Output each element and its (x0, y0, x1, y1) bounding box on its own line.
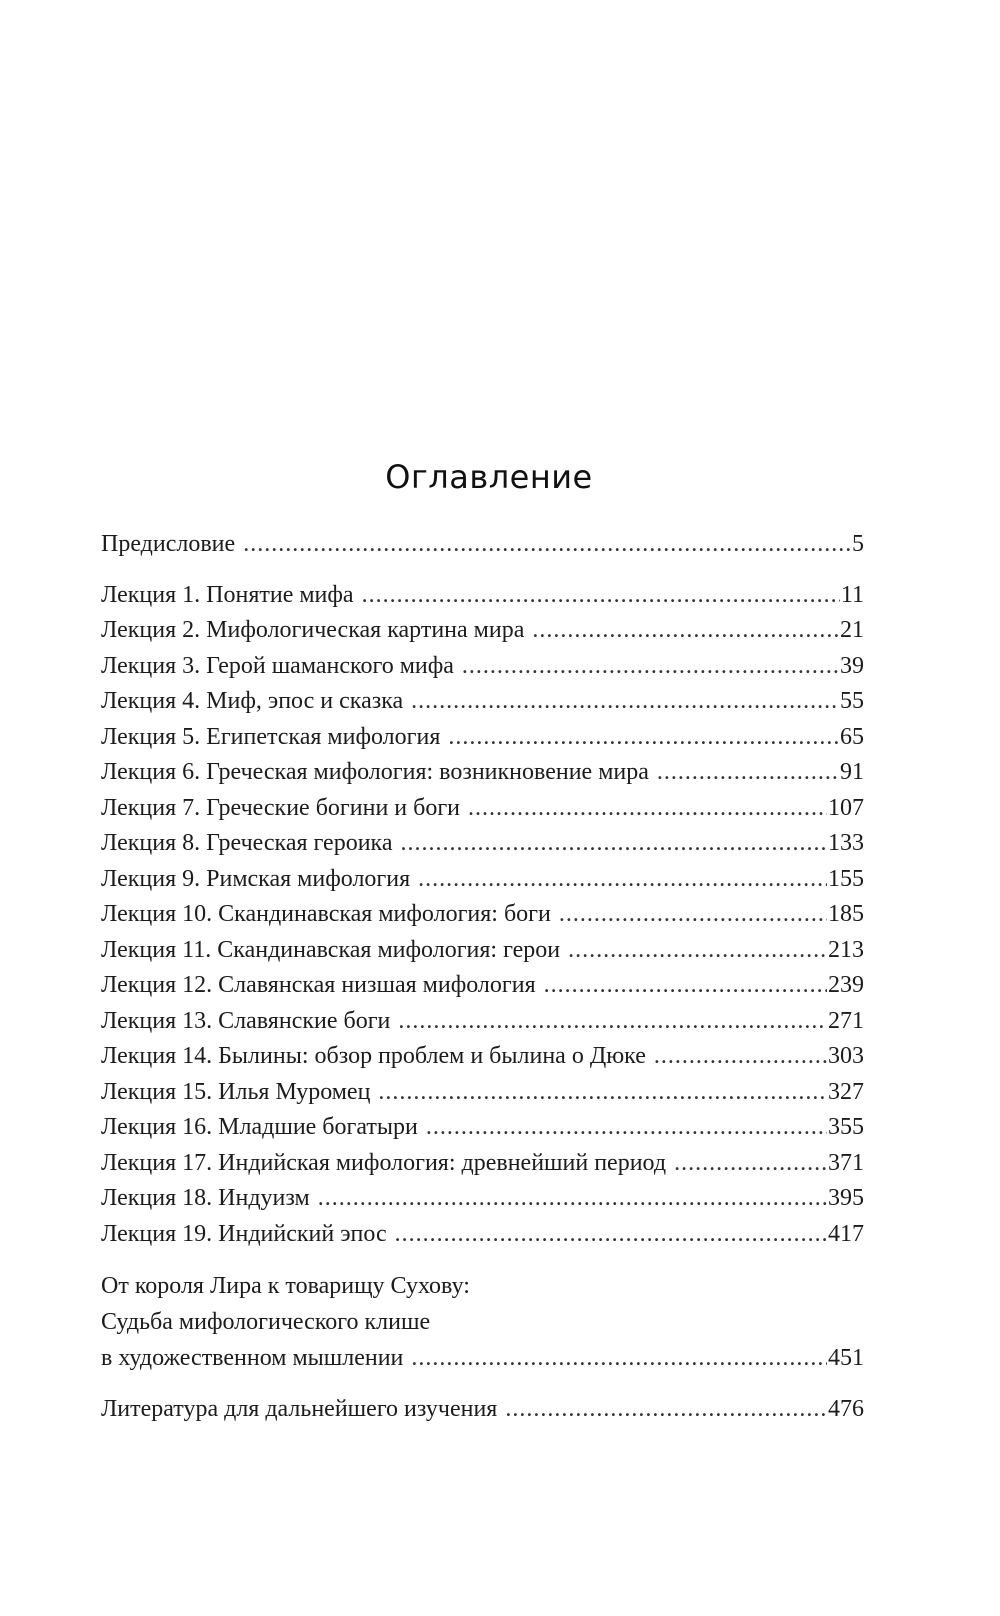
table-of-contents (101, 527, 864, 1428)
dot-leader (398, 1004, 827, 1040)
dot-leader (426, 1110, 827, 1146)
dot-leader (318, 1181, 827, 1217)
lecture-list (101, 578, 864, 1253)
toc-entry-lecture-8[interactable] (101, 826, 864, 862)
toc-entry-literature[interactable] (101, 1392, 864, 1428)
toc-entry-page: 65 (840, 723, 864, 750)
toc-entry-essay[interactable] (101, 1268, 864, 1376)
dot-leader (532, 613, 839, 649)
dot-leader (468, 791, 827, 827)
toc-entry-lecture-18[interactable] (101, 1181, 864, 1217)
toc-entry-label: Лекция 16. Младшие богатыри (101, 1114, 418, 1140)
toc-entry-label: Лекция 14. Былины: обзор проблем и былина о Дюке (101, 1043, 646, 1069)
toc-entry-page: 133 (828, 830, 864, 856)
spacer (101, 1252, 864, 1268)
toc-entry-label: Лекция 10. Скандинавская мифология: боги (101, 901, 551, 927)
toc-entry-lecture-7[interactable] (101, 791, 864, 827)
toc-entry-label-line: От короля Лира к товарищу Сухову: (101, 1273, 470, 1299)
toc-entry-page: 417 (828, 1220, 864, 1247)
toc-entry-lecture-10[interactable] (101, 897, 864, 933)
toc-entry-page: 327 (828, 1078, 864, 1105)
toc-entry-lecture-14[interactable] (101, 1039, 864, 1075)
toc-entry-page: 239 (828, 972, 864, 998)
toc-entry-lecture-3[interactable] (101, 649, 864, 685)
toc-entry-label: Предисловие (101, 531, 236, 557)
toc-entry-label: Лекция 9. Римская мифология (101, 865, 411, 892)
toc-entry-label: Лекция 17. Индийская мифология: древнейший период (101, 1149, 667, 1176)
dot-leader (448, 720, 839, 756)
toc-entry-label: Лекция 7. Греческие богини и боги (101, 794, 461, 821)
dot-leader (401, 826, 827, 862)
dot-leader (378, 1075, 827, 1111)
toc-entry-lecture-13[interactable] (101, 1004, 864, 1040)
toc-entry-label: Лекция 13. Славянские боги (101, 1007, 391, 1034)
toc-entry-page: 185 (828, 901, 864, 927)
toc-entry-page: 476 (828, 1396, 864, 1422)
toc-entry-page: 451 (828, 1345, 864, 1371)
toc-entry-lecture-9[interactable] (101, 862, 864, 898)
toc-entry-page: 271 (828, 1007, 864, 1034)
toc-entry-label: Лекция 19. Индийский эпос (101, 1220, 387, 1247)
toc-entry-lecture-12[interactable] (101, 968, 864, 1004)
toc-entry-page: 155 (828, 865, 864, 892)
toc-entry-lecture-19[interactable] (101, 1217, 864, 1253)
toc-entry-page: 107 (828, 794, 864, 821)
page-title: Оглавление (385, 458, 593, 496)
toc-entry-label: Лекция 4. Миф, эпос и сказка (101, 688, 404, 714)
toc-entry-preface[interactable] (101, 527, 864, 563)
toc-entry-label: Лекция 18. Индуизм (101, 1185, 310, 1211)
toc-entry-page: 371 (828, 1149, 864, 1176)
toc-entry-page: 91 (840, 759, 864, 785)
dot-leader (362, 578, 840, 614)
toc-entry-label: Лекция 6. Греческая мифология: возникновение мира (101, 759, 649, 785)
toc-entry-page: 303 (828, 1043, 864, 1069)
dot-leader (559, 897, 827, 933)
dot-leader (411, 684, 839, 720)
toc-entry-lecture-17[interactable] (101, 1146, 864, 1182)
toc-entry-lecture-16[interactable] (101, 1110, 864, 1146)
toc-entry-label: Лекция 1. Понятие мифа (101, 581, 354, 608)
dot-leader (568, 933, 827, 969)
dot-leader (505, 1392, 827, 1428)
toc-entry-page: 213 (828, 936, 864, 963)
toc-entry-page: 5 (852, 531, 864, 557)
toc-entry-label: Лекция 2. Мифологическая картина мира (101, 617, 525, 643)
toc-entry-label: в художественном мышлении (101, 1345, 404, 1371)
toc-entry-lecture-11[interactable] (101, 933, 864, 969)
toc-entry-page: 55 (840, 688, 864, 714)
toc-entry-label: Лекция 8. Греческая героика (101, 830, 393, 856)
dot-leader (657, 755, 839, 791)
toc-entry-lecture-5[interactable] (101, 720, 864, 756)
dot-leader (654, 1039, 827, 1075)
dot-leader (462, 649, 839, 685)
toc-entry-label: Лекция 3. Герой шаманского мифа (101, 652, 454, 679)
spacer (101, 1376, 864, 1392)
toc-entry-lecture-6[interactable] (101, 755, 864, 791)
dot-leader (544, 968, 827, 1004)
toc-entry-label: Лекция 15. Илья Муромец (101, 1078, 371, 1105)
toc-entry-last-line (101, 1340, 864, 1376)
toc-entry-page: 39 (840, 652, 864, 679)
toc-entry-page: 21 (840, 617, 864, 643)
toc-entry-lecture-4[interactable] (101, 684, 864, 720)
dot-leader (674, 1146, 827, 1182)
toc-entry-label: Литература для дальнейшего изучения (101, 1396, 498, 1422)
toc-entry-lecture-2[interactable] (101, 613, 864, 649)
dot-leader (411, 1340, 827, 1376)
toc-entry-label: Лекция 12. Славянская низшая мифология (101, 972, 536, 998)
toc-entry-lecture-15[interactable] (101, 1075, 864, 1111)
toc-entry-lecture-1[interactable] (101, 578, 864, 614)
toc-entry-page: 355 (828, 1114, 864, 1140)
toc-entry-label: Лекция 11. Скандинавская мифология: герои (101, 936, 561, 963)
dot-leader (395, 1217, 827, 1253)
dot-leader (418, 862, 827, 898)
dot-leader (243, 527, 851, 563)
toc-entry-label: Лекция 5. Египетская мифология (101, 723, 441, 750)
toc-entry-page: 395 (828, 1185, 864, 1211)
toc-entry-label-line: Судьба мифологического клише (101, 1309, 431, 1335)
toc-entry-page: 11 (840, 581, 864, 608)
spacer (101, 563, 864, 578)
